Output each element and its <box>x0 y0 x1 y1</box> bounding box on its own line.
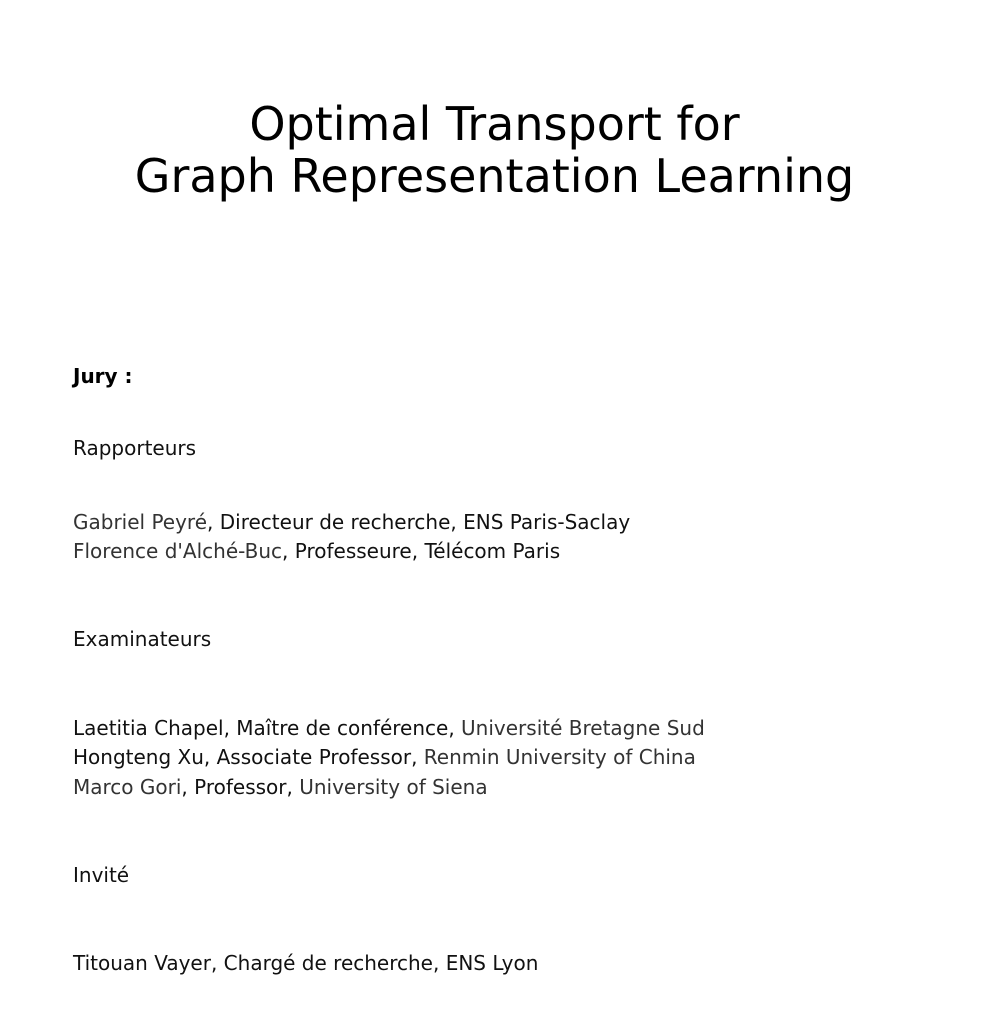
member-institution: Télécom Paris <box>424 539 561 563</box>
jury-member: Hongteng Xu, Associate Professor, Renmin University of China <box>73 745 696 769</box>
jury-member: Gabriel Peyré, Directeur de recherche, ENS Paris-Saclay <box>73 510 631 534</box>
jury-member: Titouan Vayer, Chargé de recherche, ENS Lyon <box>73 951 539 975</box>
member-name: Hongteng Xu <box>73 745 204 769</box>
member-role: Maître de conférence <box>236 716 449 740</box>
member-role: Professeure <box>294 539 412 563</box>
member-institution: Renmin University of China <box>423 745 696 769</box>
member-name: Florence d'Alché-Buc <box>73 539 283 563</box>
member-name: Gabriel Peyré <box>73 510 208 534</box>
member-role: Associate Professor <box>216 745 412 769</box>
jury-label: Jury : <box>73 364 133 388</box>
member-role: Professor <box>194 775 287 799</box>
member-institution: ENS Paris-Saclay <box>463 510 631 534</box>
member-name: Titouan Vayer <box>73 951 211 975</box>
member-institution: ENS Lyon <box>445 951 539 975</box>
examinateurs-heading: Examinateurs <box>73 627 212 651</box>
invite-heading: Invité <box>73 863 130 887</box>
jury-member: Florence d'Alché-Buc, Professeure, Télécom Paris <box>73 539 561 563</box>
jury-member: Marco Gori, Professor, University of Siena <box>73 775 488 799</box>
member-role: Chargé de recherche <box>223 951 433 975</box>
member-institution: Université Bretagne Sud <box>461 716 705 740</box>
member-name: Marco Gori <box>73 775 182 799</box>
title-line-2: Graph Representation Learning <box>134 149 855 203</box>
member-institution: University of Siena <box>299 775 488 799</box>
rapporteurs-heading: Rapporteurs <box>73 436 197 460</box>
title-line-1: Optimal Transport for <box>249 97 740 151</box>
member-role: Directeur de recherche <box>219 510 451 534</box>
member-name: Laetitia Chapel <box>73 716 224 740</box>
jury-member: Laetitia Chapel, Maître de conférence, Université Bretagne Sud <box>73 716 705 740</box>
